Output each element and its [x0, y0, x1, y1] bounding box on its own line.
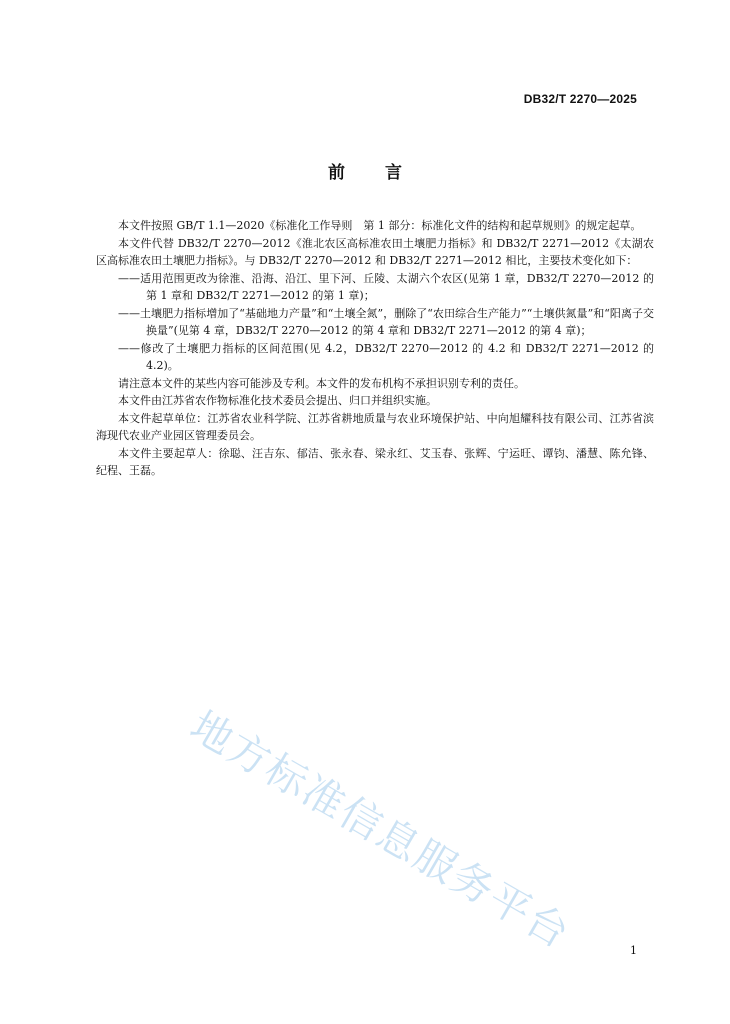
proposer-note: 本文件由江苏省农作物标准化技术委员会提出、归口并组织实施。 [118, 394, 437, 407]
paragraph: 本文件按照 GB/T 1.1—2020《标准化工作导则 第 1 部分：标准化文件的结构和起草规则》的规定起草。 [118, 219, 642, 232]
change-list-item: ——修改了土壤肥力指标的区间范围(见 4.2，DB32/T 2270—2012 的 4.2 和 DB32/T 2271—2012 的 4.2)。 [118, 341, 654, 372]
page-title: 前言 [328, 163, 442, 183]
change-list-item: ——土壤肥力指标增加了“基础地力产量”和“土壤全氮”，删除了“农田综合生产能力”“土壤供氮量”和“阳离子交换量”(见第 4 章，DB32/T 2270—2012 的第 4 章和 DB32/T 2271—2012 的第 4 章)； [118, 306, 654, 337]
document-body [96, 217, 654, 480]
paragraph: 本文件代替 DB32/T 2270—2012《淮北农区高标准农田土壤肥力指标》和 DB32/T 2271—2012《太湖农区高标准农田土壤肥力指标》。与 DB32/T 2270—2012 和 DB32/T 2271—2012 相比，主要技术变化如下： [96, 236, 654, 267]
patent-note: 请注意本文件的某些内容可能涉及专利。本文件的发布机构不承担识别专利的责任。 [118, 376, 525, 390]
page-number: 1 [630, 944, 637, 957]
drafters: 本文件主要起草人：徐聪、汪吉东、郁洁、张永春、梁永红、艾玉春、张辉、宁运旺、谭钧、潘慧、陈允锋、纪程、王磊。 [96, 446, 654, 477]
drafting-units: 本文件起草单位：江苏省农业科学院、江苏省耕地质量与农业环境保护站、中向旭耀科技有限公司、江苏省滨海现代农业产业园区管理委员会。 [96, 411, 654, 442]
change-list-item: ——适用范围更改为徐淮、沿海、沿江、里下河、丘陵、太湖六个农区(见第 1 章，DB32/T 2270—2012 的第 1 章和 DB32/T 2271—2012 的第 1 章)； [118, 271, 654, 302]
document-id: DB32/T 2270—2025 [523, 92, 637, 106]
watermark: 地方标准信息服务平台 [182, 701, 579, 959]
